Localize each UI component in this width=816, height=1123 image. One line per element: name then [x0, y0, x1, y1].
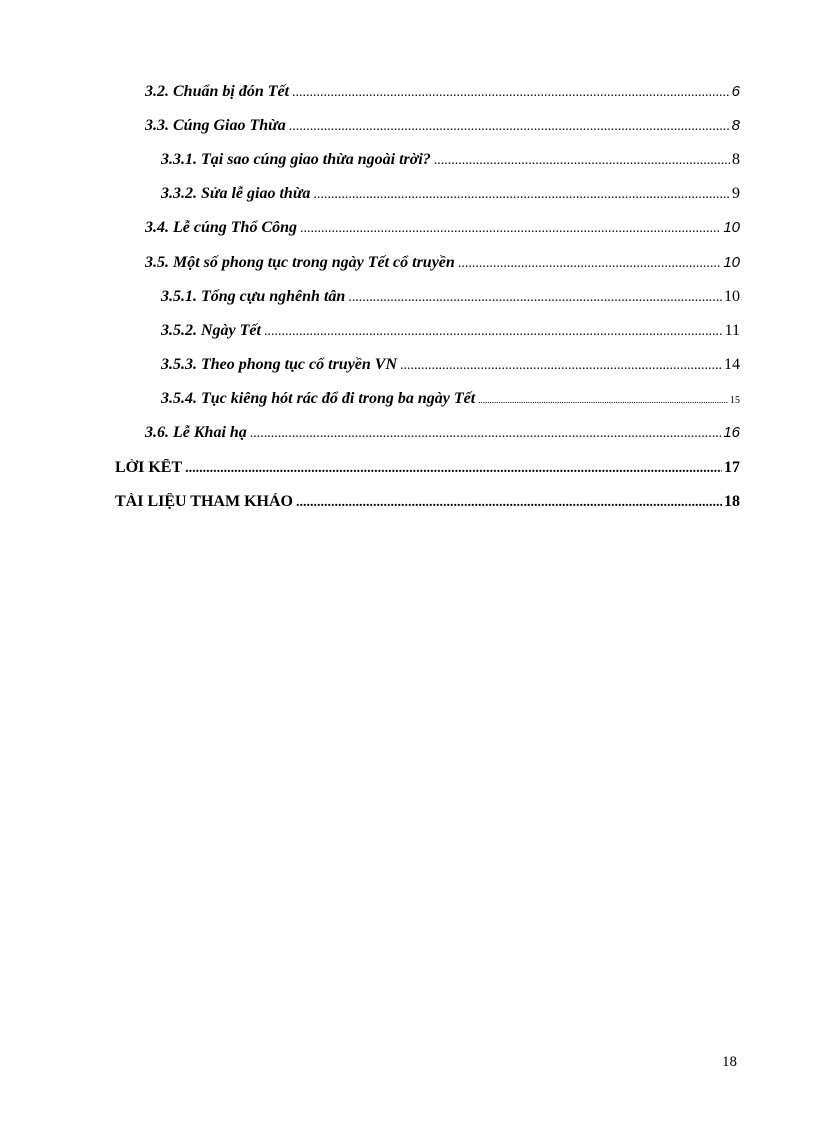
- toc-entry-3-5-2[interactable]: [161, 322, 740, 346]
- toc-entry-page: 9: [732, 185, 740, 202]
- toc-entry-label: 3.6. Lễ Khai hạ: [145, 424, 247, 441]
- toc-entry-label: 3.5.2. Ngày Tết: [161, 322, 261, 339]
- toc-entry-label: 3.5.1. Tống cựu nghênh tân: [161, 288, 346, 305]
- toc-entry-3-5-1[interactable]: [161, 288, 740, 312]
- toc-entry-label: 3.3.2. Sửa lễ giao thừa: [161, 185, 311, 202]
- toc-leader-dots: [434, 153, 730, 169]
- toc-entry-3-5-3[interactable]: [161, 356, 740, 380]
- toc-leader-dots: [264, 324, 723, 340]
- toc-entry-3-5[interactable]: [145, 254, 740, 278]
- toc-leader-dots: [313, 187, 730, 203]
- toc-entry-page: 8: [732, 151, 740, 168]
- toc-entry-label: 3.4. Lễ cúng Thổ Công: [145, 219, 298, 236]
- toc-leader-dots: [348, 290, 722, 306]
- toc-entry-label: LỜI KẾT: [115, 459, 183, 476]
- toc-entry-3-2[interactable]: [145, 83, 740, 107]
- toc-leader-dots: [289, 119, 730, 135]
- toc-entry-tai-lieu-tham-khao[interactable]: [115, 493, 740, 517]
- toc-entry-3-3-2[interactable]: [161, 185, 740, 209]
- toc-leader-dots: [478, 395, 728, 405]
- toc-entry-page: 10: [723, 219, 740, 236]
- toc-entry-page: 10: [723, 254, 740, 271]
- toc-entry-3-3[interactable]: [145, 117, 740, 141]
- toc-entry-page: 8: [731, 117, 740, 134]
- toc-entry-page: 15: [730, 395, 740, 406]
- toc-entry-page: 16: [723, 424, 740, 441]
- toc-entry-page: 11: [724, 322, 740, 339]
- toc-leader-dots: [292, 85, 730, 101]
- toc-entry-3-6[interactable]: [145, 424, 740, 448]
- toc-leader-dots: [296, 495, 722, 511]
- toc-entry-label: 3.3.1. Tại sao cúng giao thừa ngoài trời?: [161, 151, 431, 168]
- page-number: 18: [722, 1054, 737, 1070]
- toc-entry-page: 14: [724, 356, 740, 373]
- toc-entry-label: 3.3. Cúng Giao Thừa: [145, 117, 286, 134]
- toc-entry-label: 3.5.4. Tục kiêng hót rác đổ đi trong ba ngày Tết: [161, 390, 476, 407]
- toc-entry-page: 18: [724, 493, 740, 510]
- toc-leader-dots: [458, 256, 722, 272]
- toc-leader-dots: [400, 358, 722, 374]
- toc-leader-dots: [250, 426, 722, 442]
- toc-leader-dots: [185, 461, 722, 477]
- toc-entry-page: 6: [731, 83, 740, 100]
- toc-entry-label: 3.2. Chuẩn bị đón Tết: [145, 83, 290, 100]
- toc-entry-label: 3.5. Một số phong tục trong ngày Tết cổ truyền: [145, 254, 455, 271]
- toc-entry-page: 10: [724, 288, 740, 305]
- toc-entry-loi-ket[interactable]: [115, 459, 740, 483]
- toc-entry-3-5-4[interactable]: [161, 390, 740, 414]
- toc-entry-label: 3.5.3. Theo phong tục cổ truyền VN: [161, 356, 398, 373]
- toc-entry-label: TÀI LIỆU THAM KHẢO: [115, 493, 293, 510]
- toc-entry-page: 17: [724, 459, 740, 476]
- toc-leader-dots: [300, 221, 721, 237]
- toc-entry-3-4[interactable]: [145, 219, 740, 243]
- toc-entry-3-3-1[interactable]: [161, 151, 740, 175]
